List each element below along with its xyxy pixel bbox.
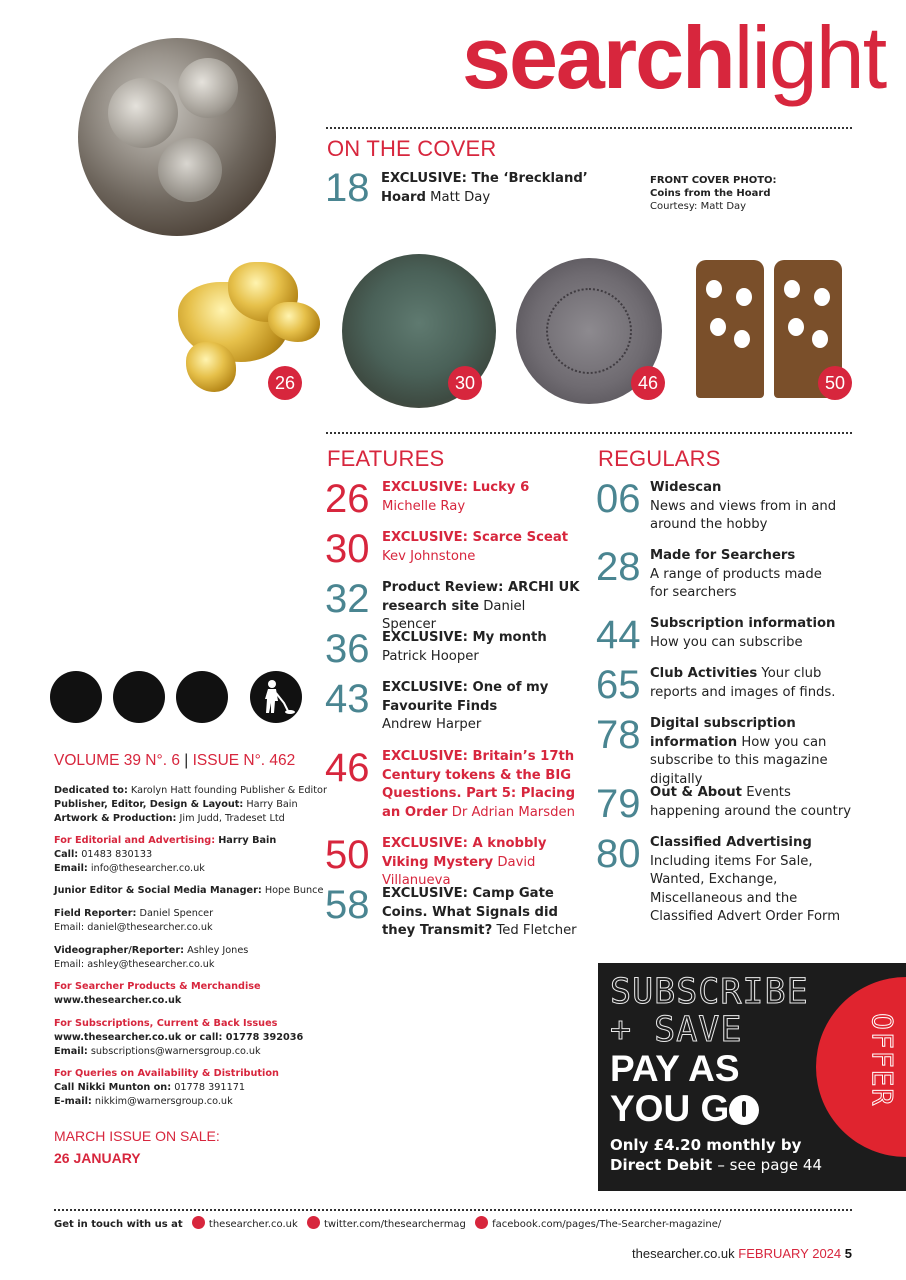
subs-email-link[interactable]: subscriptions@warnersgroup.co.uk xyxy=(90,1045,261,1057)
feature-author: David Villanueva xyxy=(382,854,536,888)
issue-text: ISSUE N°. 462 xyxy=(192,752,296,769)
cover-heading: ON THE COVER xyxy=(327,136,497,161)
feature-author: Andrew Harper xyxy=(382,717,482,732)
regular-number: 44 xyxy=(596,613,641,657)
regular-item[interactable] xyxy=(650,784,860,821)
staff-block-6: For Searcher Products & Merchandise www.thesearcher.co.uk xyxy=(54,981,261,1006)
promo-save: + SAVE xyxy=(610,1010,743,1050)
staff-block-2: For Editorial and Advertising: Harry Bain Call: 01483 830133 Email: info@thesearcher.co.uk xyxy=(54,835,277,874)
regular-title: Widescan xyxy=(650,480,722,495)
folio xyxy=(632,1246,852,1261)
feature-item[interactable] xyxy=(382,579,582,635)
folio-month: FEBRUARY 2024 xyxy=(738,1246,842,1261)
feature-number: 30 xyxy=(325,527,370,571)
feature-author: Kev Johnstone xyxy=(382,548,476,564)
decorative-circle xyxy=(113,671,165,723)
feature-number: 46 xyxy=(325,746,370,790)
staff-block-7: For Subscriptions, Current & Back Issues www.thesearcher.co.uk or call: 01778 392036 Email: subscriptions@warnersgroup.co.uk xyxy=(54,1018,304,1057)
divider-middle xyxy=(326,432,852,434)
feature-number: 26 xyxy=(325,477,370,521)
editorial-email-link[interactable]: info@thesearcher.co.uk xyxy=(90,862,205,874)
regular-title: Digital subscription information xyxy=(650,716,796,750)
cover-author: Matt Day xyxy=(430,189,491,205)
feature-author: Ted Fletcher xyxy=(496,923,577,938)
website-icon xyxy=(192,1216,205,1229)
regular-item[interactable] xyxy=(650,479,850,535)
page-badge-26[interactable]: 26 xyxy=(268,366,302,400)
folio-site: thesearcher.co.uk xyxy=(632,1246,735,1261)
regular-title: Made for Searchers xyxy=(650,548,796,563)
detector-o-icon xyxy=(729,1095,759,1125)
feature-author: Daniel Spencer xyxy=(382,598,526,632)
staff-block-3: Junior Editor & Social Media Manager: Hope Bunce xyxy=(54,885,324,896)
regular-number: 06 xyxy=(596,477,641,521)
regular-desc: How you can subscribe xyxy=(650,634,803,650)
staff-block-4: Field Reporter: Daniel Spencer Email: daniel@thesearcher.co.uk xyxy=(54,908,214,933)
cover-photo-credit-text: Courtesy: Matt Day xyxy=(650,201,747,212)
volume-issue: VOLUME 39 N°. 6 | ISSUE N°. 462 xyxy=(54,752,296,769)
feature-title: EXCLUSIVE: One of my Favourite Finds xyxy=(382,680,549,714)
feature-item[interactable] xyxy=(382,479,582,516)
feature-title: EXCLUSIVE: Scarce Sceat xyxy=(382,530,569,545)
feature-item[interactable] xyxy=(382,529,582,566)
regular-title: Classified Advertising xyxy=(650,835,812,850)
feature-item[interactable] xyxy=(382,885,582,941)
regulars-heading: REGULARS xyxy=(598,446,721,471)
feature-number: 32 xyxy=(325,577,370,621)
onsale-label: MARCH ISSUE ON SALE: xyxy=(54,1128,220,1144)
regular-desc: News and views from in and around the hobby xyxy=(650,498,837,532)
regular-desc: How you can subscribe to this magazine digitally xyxy=(650,734,828,787)
cover-photo-label: FRONT COVER PHOTO: xyxy=(650,175,777,186)
decorative-circle xyxy=(50,671,102,723)
hoard-coins-image xyxy=(78,38,276,236)
regular-number: 80 xyxy=(596,832,641,876)
regular-item[interactable] xyxy=(650,715,860,789)
website-link[interactable]: thesearcher.co.uk xyxy=(208,1219,298,1230)
feature-title: Product Review: ARCHI UK research site xyxy=(382,580,580,614)
regular-desc: Events happening around the country xyxy=(650,785,852,819)
twitter-icon xyxy=(307,1216,320,1229)
staff-block-5: Videographer/Reporter: Ashley Jones Email: ashley@thesearcher.co.uk xyxy=(54,945,249,970)
regular-item[interactable] xyxy=(650,665,860,702)
regular-number: 28 xyxy=(596,545,641,589)
regular-desc: A range of products made for searchers xyxy=(650,566,822,600)
detectorist-icon xyxy=(250,671,302,723)
video-email-link[interactable]: Email: ashley@thesearcher.co.uk xyxy=(54,958,215,970)
volume-text: VOLUME 39 N°. 6 xyxy=(54,752,180,769)
feature-title: EXCLUSIVE: Camp Gate Coins. What Signals did they Transmit? xyxy=(382,886,558,938)
page-badge-46[interactable]: 46 xyxy=(631,366,665,400)
feature-item[interactable] xyxy=(382,748,582,822)
cover-story[interactable] xyxy=(381,170,611,207)
masthead-logo xyxy=(462,8,886,107)
cover-title: EXCLUSIVE: The ‘Breckland’ Hoard xyxy=(381,171,588,205)
regular-number: 78 xyxy=(596,713,641,757)
avail-email-link[interactable]: nikkim@warnersgroup.co.uk xyxy=(94,1095,233,1107)
regular-title: Club Activities xyxy=(650,666,758,681)
masthead-light: light xyxy=(733,8,886,107)
regular-item[interactable] xyxy=(650,834,860,927)
cover-photo-caption: Coins from the Hoard xyxy=(650,188,771,199)
promo-you-go: YOU G xyxy=(610,1089,759,1129)
staff-block-1: Dedicated to: Karolyn Hatt founding Publisher & Editor Publisher, Editor, Design & Layout: Harry Bain Artwork & Production: Jim Judd, Tradeset Ltd xyxy=(54,785,327,824)
divider-footer xyxy=(54,1209,852,1211)
feature-number: 43 xyxy=(325,677,370,721)
decorative-circle xyxy=(176,671,228,723)
feature-title: EXCLUSIVE: Britain’s 17th Century tokens & the BIG Questions. Part 5: Placing an Order xyxy=(382,749,576,820)
divider-top xyxy=(326,127,852,129)
page-badge-30[interactable]: 30 xyxy=(448,366,482,400)
feature-number: 50 xyxy=(325,833,370,877)
cover-photo-credit xyxy=(650,174,777,213)
masthead-bold: search xyxy=(462,8,734,107)
cover-number: 18 xyxy=(325,166,370,210)
regular-desc: Including items For Sale, Wanted, Exchange, Miscellaneous and the Classified Advert Order Form xyxy=(650,853,841,924)
regular-number: 65 xyxy=(596,663,641,707)
promo-pay-as: PAY AS xyxy=(610,1048,740,1089)
regular-item[interactable] xyxy=(650,615,850,652)
feature-author: Michelle Ray xyxy=(382,498,466,514)
feature-title: EXCLUSIVE: Lucky 6 xyxy=(382,480,530,495)
offer-label: OFFER xyxy=(866,1013,899,1108)
page-number: 5 xyxy=(844,1246,852,1261)
promo-price: Only £4.20 monthly by Direct Debit – see page 44 xyxy=(610,1136,822,1174)
regular-title: Subscription information xyxy=(650,616,836,631)
feature-author: Dr Adrian Marsden xyxy=(451,804,575,820)
regular-desc: Your club reports and images of finds. xyxy=(650,666,836,700)
footer-contacts: Get in touch with us at thesearcher.co.uk twitter.com/thesearchermag facebook.com/pages/The-Searcher-magazine/ xyxy=(54,1216,721,1230)
page-badge-50[interactable]: 50 xyxy=(818,366,852,400)
feature-item[interactable] xyxy=(382,835,582,891)
feature-title: EXCLUSIVE: My month xyxy=(382,630,547,645)
feature-item[interactable] xyxy=(382,679,552,735)
feature-title: EXCLUSIVE: A knobbly Viking Mystery xyxy=(382,836,547,870)
products-url-link[interactable]: www.thesearcher.co.uk xyxy=(54,994,182,1006)
feature-number: 36 xyxy=(325,627,370,671)
regular-title: Out & About xyxy=(650,785,742,800)
staff-block-8: For Queries on Availability & Distribution Call Nikki Munton on: 01778 391171 E-mail: nikkim@warnersgroup.co.uk xyxy=(54,1068,279,1107)
onsale-date: 26 JANUARY xyxy=(54,1150,141,1166)
regular-item[interactable] xyxy=(650,547,830,603)
feature-author: Patrick Hooper xyxy=(382,648,479,664)
subscribe-promo[interactable] xyxy=(598,963,906,1191)
feature-number: 58 xyxy=(325,883,370,927)
feature-item[interactable] xyxy=(382,629,582,666)
twitter-link[interactable]: twitter.com/thesearchermag xyxy=(324,1219,466,1230)
features-heading: FEATURES xyxy=(327,446,445,471)
promo-subscribe: SUBSCRIBE xyxy=(610,972,809,1012)
field-email-link[interactable]: Email: daniel@thesearcher.co.uk xyxy=(54,921,213,933)
facebook-icon xyxy=(475,1216,488,1229)
regular-number: 79 xyxy=(596,782,641,826)
facebook-link[interactable]: facebook.com/pages/The-Searcher-magazine/ xyxy=(492,1219,722,1230)
